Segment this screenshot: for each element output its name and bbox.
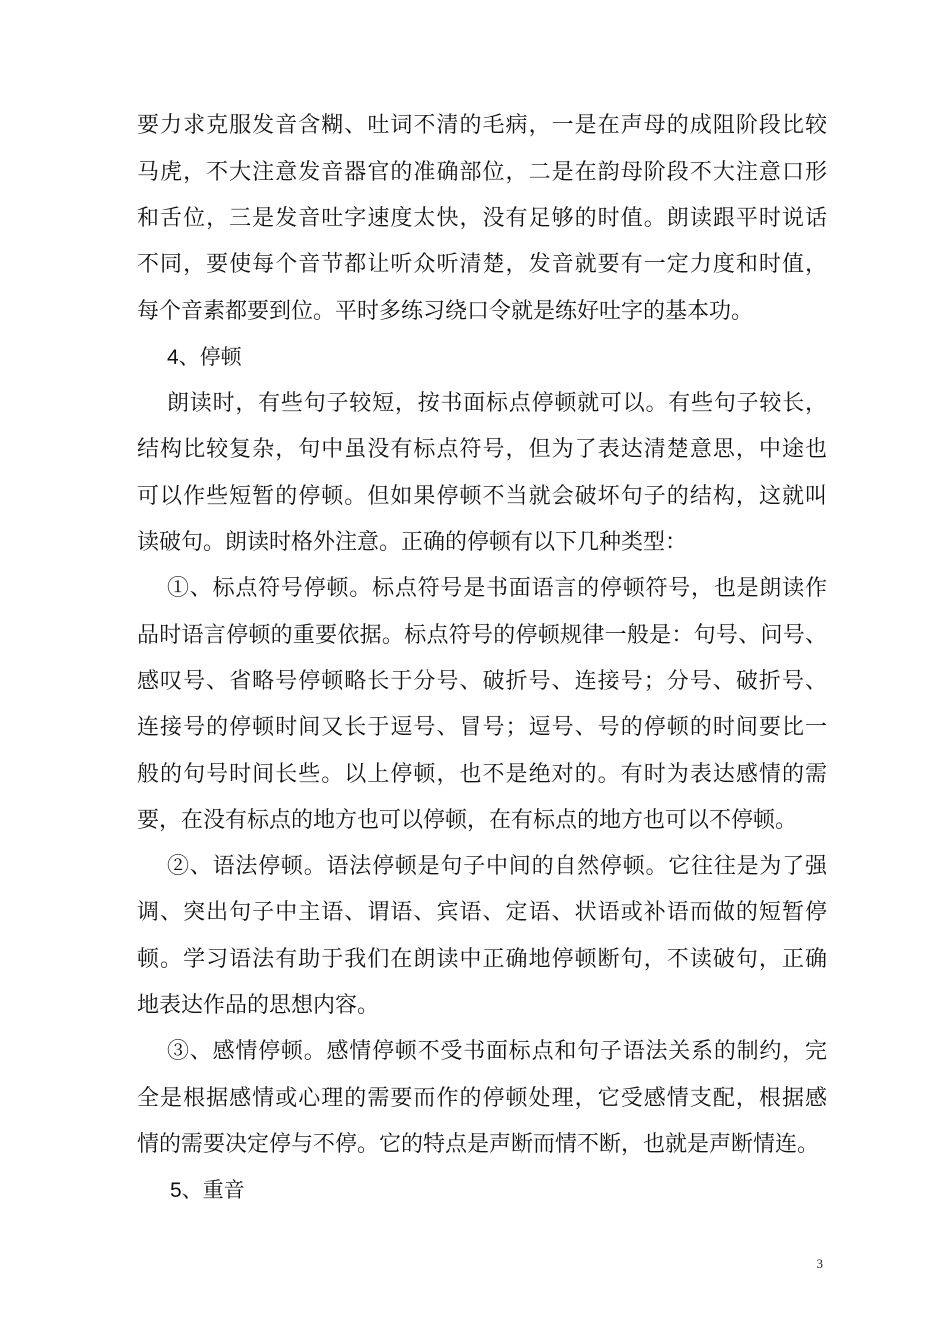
text-line: ③、感情停顿。感情停顿不受书面标点和句子语法关系的制约，完 <box>167 1039 827 1064</box>
section-heading: 5、重音 <box>170 1179 245 1202</box>
text-line: 情的需要决定停与不停。它的特点是声断而情不断，也就是声断情连。 <box>137 1132 820 1157</box>
text-line: 可以作些短暂的停顿。但如果停顿不当就会破坏句子的结构，这就叫 <box>137 484 827 509</box>
text-line: 不同，要使每个音节都让听众听清楚，发音就要有一定力度和时值， <box>137 252 827 277</box>
text-line: ②、语法停顿。语法停顿是句子中间的自然停顿。它往往是为了强 <box>167 854 827 879</box>
text-line: 品时语言停顿的重要依据。标点符号的停顿规律一般是：句号、问号、 <box>137 623 827 648</box>
text-line: 地表达作品的思想内容。 <box>137 993 380 1018</box>
text-line: 调、突出句子中主语、谓语、宾语、定语、状语或补语而做的短暂停 <box>137 900 827 925</box>
text-line: 要力求克服发音含糊、吐词不清的毛病，一是在声母的成阻阶段比较 <box>137 113 827 138</box>
text-line: 马虎，不大注意发音器官的准确部位，二是在韵母阶段不大注意口形 <box>137 160 827 185</box>
text-line: 感叹号、省略号停顿略长于分号、破折号、连接号；分号、破折号、 <box>137 669 827 694</box>
text-line: 顿。学习语法有助于我们在朗读中正确地停顿断句，不读破句，正确 <box>137 947 827 972</box>
text-line: 全是根据感情或心理的需要而作的停顿处理，它受感情支配，根据感 <box>137 1086 827 1111</box>
text-line: ①、标点符号停顿。标点符号是书面语言的停顿符号，也是朗读作 <box>167 576 827 601</box>
section-heading: 4、停顿 <box>167 346 242 369</box>
text-line: 连接号的停顿时间又长于逗号、冒号；逗号、号的停顿的时间要比一 <box>137 715 827 740</box>
text-line: 每个音素都要到位。平时多练习绕口令就是练好吐字的基本功。 <box>137 299 754 324</box>
text-line: 读破句。朗读时格外注意。正确的停顿有以下几种类型： <box>137 530 688 555</box>
text-line: 般的句号时间长些。以上停顿，也不是绝对的。有时为表达感情的需 <box>137 762 827 787</box>
text-line: 要，在没有标点的地方也可以停顿，在有标点的地方也可以不停顿。 <box>137 808 798 833</box>
page-number: 3 <box>816 1256 823 1271</box>
text-line: 结构比较复杂，句中虽没有标点符号，但为了表达清楚意思，中途也 <box>137 437 827 462</box>
text-line: 朗读时，有些句子较短，按书面标点停顿就可以。有些句子较长， <box>167 391 827 416</box>
text-line: 和舌位，三是发音吐字速度太快，没有足够的时值。朗读跟平时说话 <box>137 206 827 231</box>
